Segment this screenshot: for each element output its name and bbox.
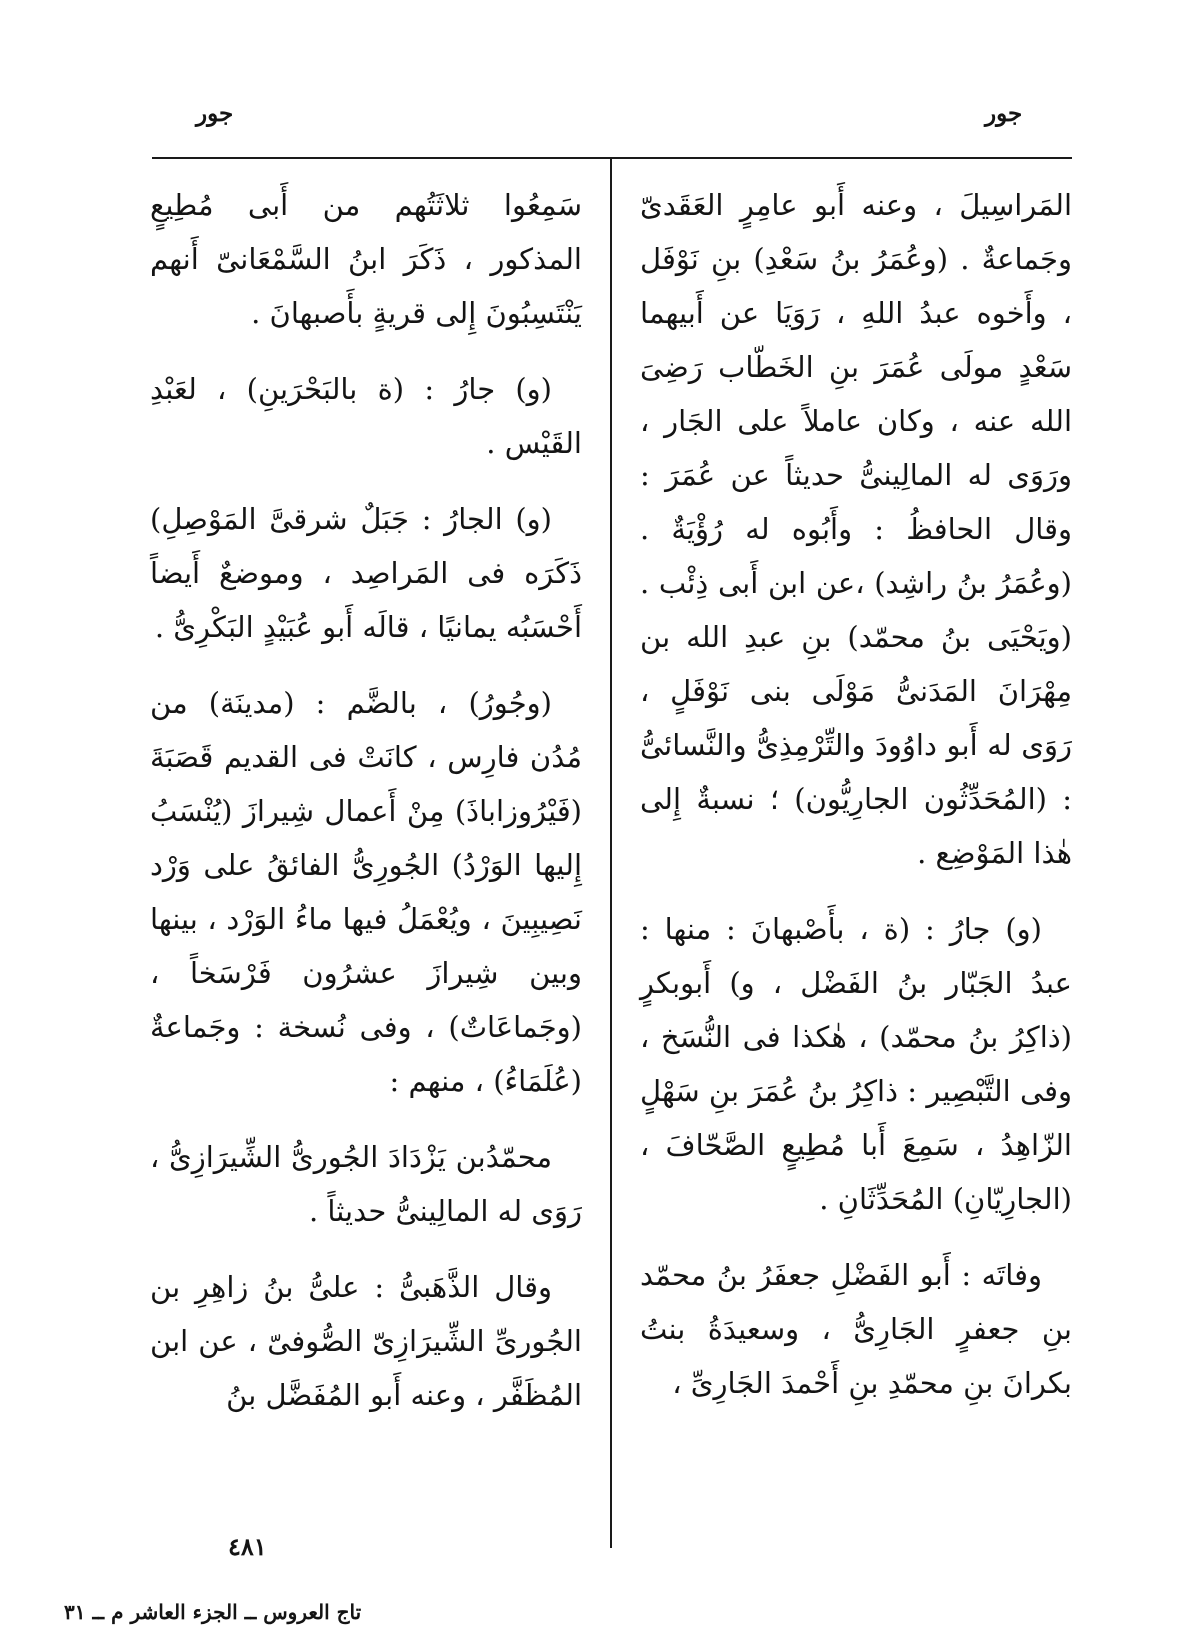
left-paragraph-2: (و) جارُ : (ة بالبَحْرَينِ) ، لعَبْدِ القَيْس . [150,372,582,460]
left-paragraph-4: (وجُورُ) ، بالضَّم : (مدينَة) من مُدُن فارِس ، كانَتْ فى القديم قَصَبَةَ (فَيْرُوزاباذَ) مِنْ أَعمال شِيرازَ (يُنْسَبُ إِليها الوَرْدُ) الجُورِىُّ الفائقُ على وَرْد نَصِيبِينَ ، ويُعْمَلُ فيها ماءُ الوَرْد ، بينها وبين شِيرازَ عشرُون فَرْسَخاً ، (وجَماعَاتٌ) ، وفى نُسخة : وجَماعةٌ (عُلَمَاءُ) ، منهم : [150,686,582,1098]
book-footer: تاج العروس ــ الجزء العاشر م ــ ٣١ [64,1600,362,1624]
right-paragraph-3: وفاتَه : أَبو الفَضْلِ جعفَرُ بنُ محمّد بنِ جعفرٍ الجَارِىُّ ، وسعيدَةُ بنتُ بكرانَ بنِ محمّدِ بنِ أَحْمدَ الجَارِىِّ ، [640,1258,1072,1400]
left-paragraph-6: وقال الذَّهَبىُّ : علىُّ بنُ زاهِرِ بن الجُورىِّ الشِّيرَازِىّ الصُّوفىّ ، عن ابن المُظَفَّر ، وعنه أَبو المُفَضَّل بنُ [150,1270,582,1412]
right-paragraph-1: المَراسِيلَ ، وعنه أَبو عامِرٍ العَقَدىّ وجَماعةٌ . (وعُمَرُ بنُ سَعْدِ) بنِ نَوْفَل ، وأَخوه عبدُ اللهِ ، رَوَيَا عن أَبيهما سَعْدٍ مولَى عُمَرَ بنِ الخَطّاب رَضِىَ الله عنه ، وكان عاملاً على الجَار ، ورَوَى له المالِينىُّ حديثاً عن عُمَرَ : وقال الحافظُ : وأَبُوه له رُؤْيَةٌ . (وعُمَرُ بنُ راشِد) ،عن ابن أَبى ذِئْب . (ويَحْيَى بنُ محمّد) بنِ عبدِ الله بن مِهْرَانَ المَدَنىُّ مَوْلَى بنى نَوْفَلٍ ، رَوَى له أَبو داوُودَ والتِّرْمِذِىُّ والنَّسائىُّ : (المُحَدِّثُون الجارِيُّون) ؛ نسبةٌ إِلى هٰذا المَوْضِع . [640,188,1072,870]
right-paragraph-2: (و) جارُ : (ة ، بأَصْبهانَ : منها : عبدُ الجَبّار بنُ الفَضْل ، و) أَبوبكرٍ (ذاكِرُ بنُ محمّد) ، هٰكذا فى النُّسَخ ، وفى التَّبْصِير : ذاكِرُ بنُ عُمَرَ بنِ سَهْلٍ الزّاهِدُ ، سَمِعَ أَبا مُطِيعٍ الصَّحّافَ ، (الجارِيّانِ) المُحَدِّثَانِ . [640,912,1072,1216]
right-column [640,178,1072,1432]
running-head-left: جور [196,100,234,127]
left-paragraph-3: (و) الجارُ : جَبَلٌ شرقىَّ المَوْصِلِ) ذَكَرَه فى المَراصِد ، وموضعٌ أَيضاً أَحْسَبُه يمانيًا ، قالَه أَبو عُبَيْدٍ البَكْرِىُّ . [150,502,582,644]
column-divider [610,158,612,1548]
left-column [150,178,582,1444]
running-head-right: جور [985,100,1023,127]
left-paragraph-1: سَمِعُوا ثلاثَتُهم من أَبى مُطِيعٍ المذكور ، ذَكَرَ ابنُ السَّمْعَانىّ أَنهم يَنْتَسِبُونَ إِلى قريةٍ بأَصبهانَ . [150,188,582,330]
left-paragraph-5: محمّدُبن يَزْدَادَ الجُورىُّ الشِّيرَازِىُّ ، رَوَى له المالِينىُّ حديثاً . [150,1140,582,1228]
page-number: ٤٨١ [228,1532,267,1561]
header-rule [152,157,1072,159]
